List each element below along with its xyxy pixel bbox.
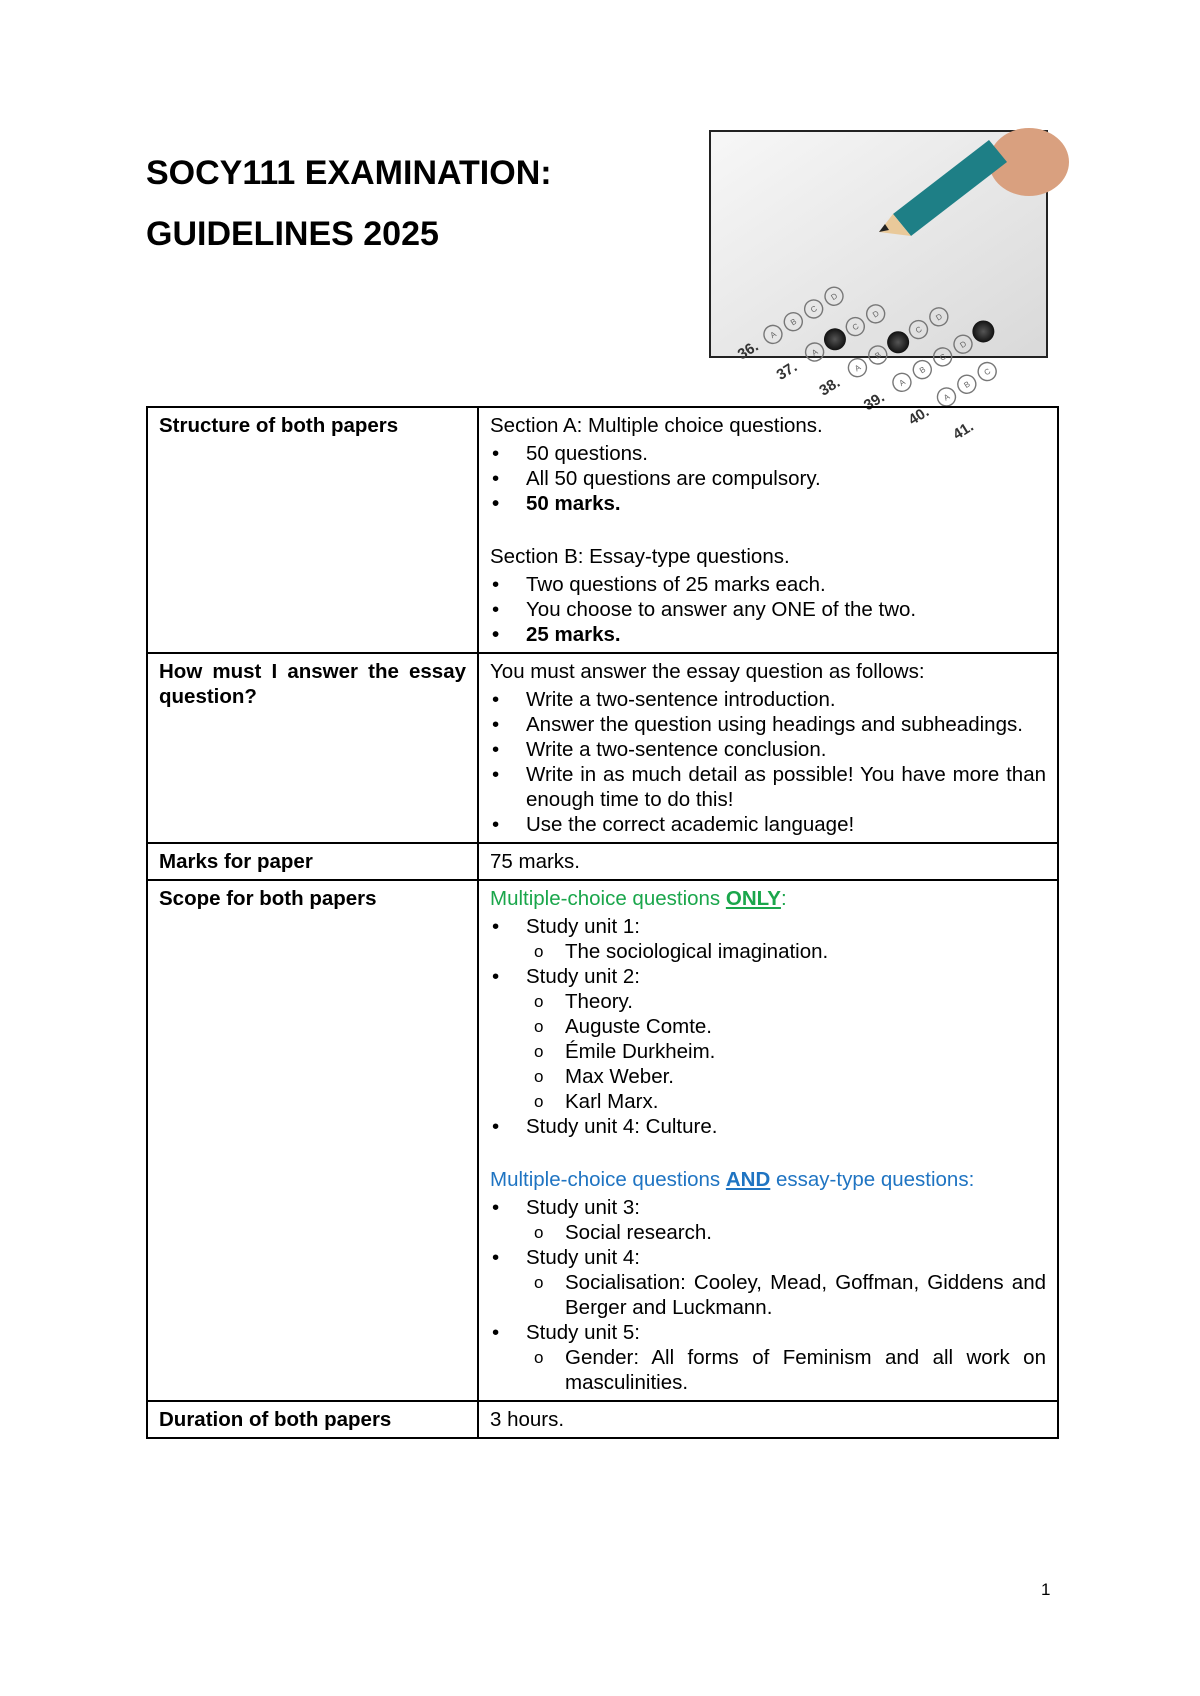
row-number: 37.	[773, 358, 801, 384]
svg-text:B: B	[917, 364, 928, 376]
exam-answer-sheet-photo	[709, 130, 1048, 444]
mcq-and-essay-list	[490, 1195, 1046, 1395]
svg-text:C: C	[850, 321, 861, 333]
row-content-scope	[478, 880, 1058, 1401]
list-item: • Write in as much detail as possible! You have more than enough time to do this!	[490, 762, 1046, 812]
list-item: • Study unit 2: o Theory. o Auguste Comte. o Émile Durkheim. o Max Weber. o Karl Marx.	[490, 964, 1046, 1114]
row-label-structure: Structure of both papers	[147, 407, 478, 653]
essay-intro: You must answer the essay question as follows:	[490, 660, 925, 683]
title-line-1: SOCY111 EXAMINATION:	[146, 154, 552, 192]
sub-list-item: o Émile Durkheim.	[526, 1039, 1046, 1064]
list-item: • Study unit 4: Culture.	[490, 1114, 1046, 1139]
row-content-marks: 75 marks.	[478, 843, 1058, 880]
row-number: 39.	[860, 388, 888, 415]
row-content-essay	[478, 653, 1058, 843]
svg-text:D: D	[871, 308, 881, 320]
sub-list-item: o Auguste Comte.	[526, 1014, 1046, 1039]
svg-text:D: D	[958, 339, 969, 350]
row-number: 40.	[905, 403, 933, 429]
list-item: • 50 marks.	[490, 491, 1046, 516]
row-label-essay: How must I answer the essay question?	[147, 653, 478, 843]
table-row	[147, 1401, 1058, 1438]
table-row	[147, 407, 1058, 653]
table-row	[147, 843, 1058, 880]
svg-text:B: B	[788, 316, 799, 328]
svg-text:A: A	[768, 329, 778, 341]
only-emphasis: ONLY	[725, 887, 781, 910]
document-title	[146, 143, 552, 265]
page-number: 1	[1041, 1580, 1051, 1599]
svg-text:C: C	[938, 351, 948, 363]
list-item: • Use the correct academic language!	[490, 812, 1046, 837]
list-item: • All 50 questions are compulsory.	[490, 466, 1046, 491]
mcq-only-heading: Multiple-choice questions ONLY:	[490, 887, 787, 910]
section-b-list	[490, 572, 1046, 647]
row-label-marks: Marks for paper	[147, 843, 478, 880]
table-row	[147, 880, 1058, 1401]
mcq-and-essay-heading: Multiple-choice questions AND essay-type questions:	[490, 1168, 975, 1191]
list-item: • 50 questions.	[490, 441, 1046, 466]
row-number: 36.	[734, 337, 762, 364]
row-number: 41.	[949, 417, 977, 444]
list-item: • Two questions of 25 marks each.	[490, 572, 1046, 597]
guidelines-table	[146, 406, 1059, 1439]
sub-list-item: o Max Weber.	[526, 1064, 1046, 1089]
svg-text:D: D	[829, 291, 840, 303]
row-content-duration: 3 hours.	[478, 1401, 1058, 1438]
svg-text:A: A	[810, 347, 820, 358]
list-item: • Study unit 3: o Social research.	[490, 1195, 1046, 1245]
list-item: • Answer the question using headings and subheadings.	[490, 712, 1046, 737]
svg-text:A: A	[897, 377, 907, 388]
sub-list-item: o Karl Marx.	[526, 1089, 1046, 1114]
svg-text:C: C	[982, 366, 993, 378]
sub-list-item: o Social research.	[526, 1220, 1046, 1245]
sub-list-item: o Gender: All forms of Feminism and all work on masculinities.	[526, 1345, 1046, 1395]
row-number: 38.	[816, 374, 844, 400]
svg-text:A: A	[853, 362, 863, 374]
svg-text:A: A	[942, 392, 952, 403]
sub-list-item: o The sociological imagination.	[526, 939, 1046, 964]
table-row	[147, 653, 1058, 843]
section-a-list	[490, 441, 1046, 516]
section-b-heading: Section B: Essay-type questions.	[490, 545, 790, 568]
row-label-scope: Scope for both papers	[147, 880, 478, 1401]
svg-text:B: B	[873, 350, 883, 361]
essay-list	[490, 687, 1046, 837]
row-content-structure	[478, 407, 1058, 653]
svg-text:C: C	[809, 304, 819, 315]
and-emphasis: AND	[725, 1168, 771, 1191]
list-item: • Study unit 1: o The sociological imagination.	[490, 914, 1046, 964]
sub-list-item: o Socialisation: Cooley, Mead, Goffman, Giddens and Berger and Luckmann.	[526, 1270, 1046, 1320]
svg-text:C: C	[913, 324, 924, 336]
list-item: • Write a two-sentence introduction.	[490, 687, 1046, 712]
list-item: • Study unit 5: o Gender: All forms of Feminism and all work on masculinities.	[490, 1320, 1046, 1395]
svg-text:B: B	[962, 379, 972, 390]
mcq-only-list	[490, 914, 1046, 1139]
row-label-duration: Duration of both papers	[147, 1401, 478, 1438]
list-item: • 25 marks.	[490, 622, 1046, 647]
title-line-2: GUIDELINES 2025	[146, 215, 439, 253]
list-item: • Write a two-sentence conclusion.	[490, 737, 1046, 762]
list-item: • Study unit 4: o Socialisation: Cooley, Mead, Goffman, Giddens and Berger and Luckmann.	[490, 1245, 1046, 1320]
sub-list-item: o Theory.	[526, 989, 1046, 1014]
list-item: • You choose to answer any ONE of the two.	[490, 597, 1046, 622]
svg-text:D: D	[934, 311, 944, 323]
section-a-heading: Section A: Multiple choice questions.	[490, 414, 823, 437]
